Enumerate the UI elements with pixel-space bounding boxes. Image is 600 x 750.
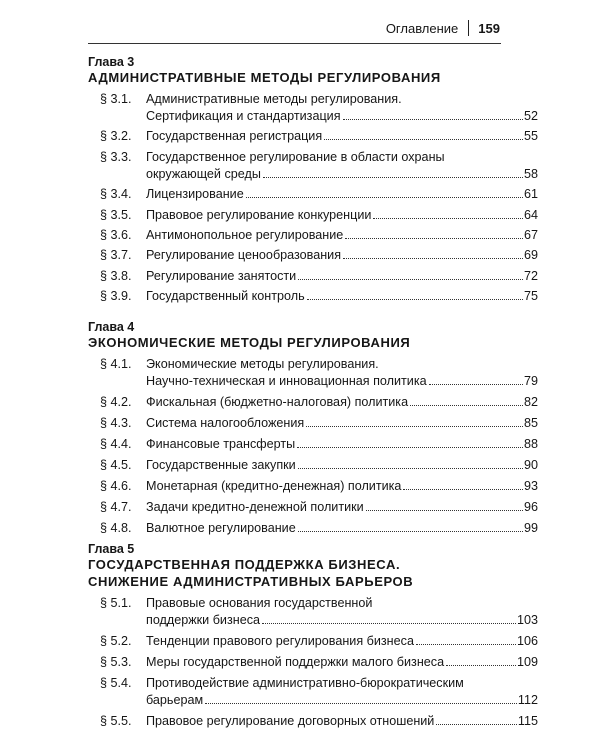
toc-entry <box>88 288 538 305</box>
entry-leader-line <box>146 436 538 453</box>
entry-page-number: 115 <box>517 714 538 728</box>
entry-title-line: Правовое регулирование договорных отношений <box>146 714 435 728</box>
section-number: § 3.3. <box>100 149 132 164</box>
entry-leader-line <box>146 394 538 411</box>
section-number: § 3.9. <box>100 289 132 304</box>
section-number: § 5.3. <box>100 655 132 669</box>
entry-page-number: 82 <box>523 395 538 409</box>
header-rule <box>88 43 501 44</box>
entry-leader-line <box>146 288 538 305</box>
dot-leader <box>343 258 523 259</box>
entry-title-line: Регулирование занятости <box>146 268 297 283</box>
entry-title-line: Фискальная (бюджетно-налоговая) политика <box>146 395 409 409</box>
entry-page-number: 58 <box>523 166 538 181</box>
toc-list <box>88 91 538 305</box>
entry-page-number: 106 <box>516 634 538 648</box>
chapter-title-line: ЭКОНОМИЧЕСКИЕ МЕТОДЫ РЕГУЛИРОВАНИЯ <box>88 335 411 350</box>
entry-title-line: Правовое регулирование конкуренции <box>146 207 372 222</box>
toc-entry <box>88 520 538 537</box>
entry-page-number: 67 <box>523 227 538 242</box>
dot-leader <box>324 139 523 140</box>
dot-leader <box>306 426 523 427</box>
entry-leader-line <box>146 415 538 432</box>
entry-leader-line <box>146 108 538 125</box>
toc-entry <box>88 633 538 650</box>
chapter-label: Глава 5 <box>88 542 135 556</box>
chapter-title <box>88 69 508 86</box>
entry-page-number: 103 <box>516 613 538 627</box>
dot-leader <box>446 665 516 666</box>
section-number: § 3.4. <box>100 187 132 202</box>
entry-page-number: 75 <box>523 289 538 304</box>
chapter-label: Глава 3 <box>88 55 135 69</box>
header-divider <box>468 20 469 36</box>
section-number: § 5.2. <box>100 634 132 648</box>
section-number: § 4.2. <box>100 395 132 409</box>
chapter-title-line: ГОСУДАРСТВЕННАЯ ПОДДЕРЖКА БИЗНЕСА. <box>88 557 401 572</box>
entry-leader-line <box>146 520 538 537</box>
entry-leader-line <box>146 633 538 650</box>
toc-entry <box>88 186 538 203</box>
toc-entry <box>88 499 538 516</box>
toc-list <box>88 595 538 730</box>
dot-leader <box>366 510 523 511</box>
dot-leader <box>403 489 523 490</box>
entry-title-line: Финансовые трансферты <box>146 437 296 451</box>
chapter-title <box>88 556 508 590</box>
chapter-title <box>88 334 508 351</box>
dot-leader <box>298 279 523 280</box>
dot-leader <box>345 238 523 239</box>
section-number: § 4.4. <box>100 437 132 451</box>
section-number: § 3.8. <box>100 268 132 283</box>
toc-list <box>88 356 538 537</box>
entry-leader-line <box>146 654 538 671</box>
entry-title-line: Валютное регулирование <box>146 521 296 535</box>
chapter-4 <box>88 320 538 541</box>
toc-entry <box>88 356 538 390</box>
entry-leader-line <box>146 128 538 145</box>
toc-entry <box>88 91 538 125</box>
dot-leader <box>262 623 516 624</box>
entry-page-number: 96 <box>523 500 538 514</box>
running-header <box>386 20 500 36</box>
dot-leader <box>297 447 523 448</box>
entry-title-line: Противодействие административно-бюрократическим <box>146 676 464 690</box>
section-number: § 4.3. <box>100 416 132 430</box>
toc-entry <box>88 478 538 495</box>
entry-page-number: 69 <box>523 248 538 263</box>
toc-entry <box>88 415 538 432</box>
entry-leader-line <box>146 692 538 709</box>
entry-page-number: 61 <box>523 187 538 202</box>
running-header-section: Оглавление <box>385 20 459 36</box>
section-number: § 5.5. <box>100 714 132 728</box>
dot-leader <box>307 299 523 300</box>
section-number: § 4.8. <box>100 521 132 535</box>
entry-page-number: 85 <box>523 416 538 430</box>
entry-title-line: Сертификация и стандартизация <box>146 109 341 123</box>
entry-leader-line <box>146 166 538 183</box>
toc-entry <box>88 149 538 183</box>
entry-page-number: 93 <box>523 479 538 493</box>
entry-title-line: Тенденции правового регулирования бизнеса <box>146 634 414 648</box>
entry-leader-line <box>146 499 538 516</box>
entry-page-number: 99 <box>523 521 538 535</box>
entry-leader-line <box>146 457 538 474</box>
toc-entry <box>88 268 538 285</box>
entry-title-line: Меры государственной поддержки малого бизнеса <box>146 655 445 669</box>
entry-title-line: барьерам <box>146 693 204 707</box>
entry-title-line: Система налогообложения <box>146 416 305 430</box>
entry-page-number: 64 <box>523 207 538 222</box>
toc-entry <box>88 394 538 411</box>
entry-title-line: окружающей среды <box>146 166 261 181</box>
entry-page-number: 79 <box>523 374 538 388</box>
entry-leader-line <box>146 612 538 629</box>
entry-leader-line <box>146 478 538 495</box>
section-number: § 5.4. <box>100 676 132 690</box>
section-number: § 3.7. <box>100 248 132 263</box>
dot-leader <box>436 724 517 725</box>
section-number: § 3.6. <box>100 227 132 242</box>
section-number: § 3.2. <box>100 129 132 144</box>
entry-title-line: Правовые основания государственной <box>146 596 373 610</box>
section-number: § 4.1. <box>100 357 132 371</box>
dot-leader <box>416 644 516 645</box>
dot-leader <box>429 384 523 385</box>
entry-page-number: 55 <box>523 129 538 144</box>
entry-leader-line <box>146 373 538 390</box>
entry-title-line: Задачи кредитно-денежной политики <box>146 500 364 514</box>
entry-title-line: Монетарная (кредитно-денежная) политика <box>146 479 402 493</box>
entry-leader-line <box>146 186 538 203</box>
toc-entry <box>88 457 538 474</box>
dot-leader <box>205 703 517 704</box>
entry-title-line: Государственное регулирование в области охраны <box>146 149 445 164</box>
chapter-5 <box>88 542 538 734</box>
entry-leader-line <box>146 207 538 224</box>
entry-page-number: 72 <box>523 268 538 283</box>
toc-entry <box>88 713 538 730</box>
section-number: § 3.1. <box>100 92 132 106</box>
entry-title-line: Лицензирование <box>146 187 244 202</box>
entry-page-number: 112 <box>517 693 538 707</box>
toc-entry <box>88 207 538 224</box>
dot-leader <box>343 119 523 120</box>
dot-leader <box>246 197 523 198</box>
entry-leader-line <box>146 268 538 285</box>
dot-leader <box>263 177 523 178</box>
dot-leader <box>373 218 523 219</box>
section-number: § 5.1. <box>100 596 132 610</box>
toc-entry <box>88 436 538 453</box>
dot-leader <box>298 468 523 469</box>
chapter-3 <box>88 55 538 309</box>
dot-leader <box>298 531 523 532</box>
section-number: § 4.6. <box>100 479 132 493</box>
page-number: 159 <box>478 20 500 36</box>
entry-page-number: 90 <box>523 458 538 472</box>
toc-entry <box>88 247 538 264</box>
toc-entry <box>88 675 538 709</box>
entry-title-line: Государственная регистрация <box>146 129 323 144</box>
section-number: § 3.5. <box>100 207 132 222</box>
chapter-label: Глава 4 <box>88 320 135 334</box>
entry-title-line: Научно-техническая и инновационная политика <box>146 374 427 388</box>
entry-title-line: Экономические методы регулирования. <box>146 357 379 371</box>
section-number: § 4.5. <box>100 458 132 472</box>
section-number: § 4.7. <box>100 500 132 514</box>
chapter-title-line: АДМИНИСТРАТИВНЫЕ МЕТОДЫ РЕГУЛИРОВАНИЯ <box>88 70 441 85</box>
entry-leader-line <box>146 713 538 730</box>
entry-title-line: Государственный контроль <box>146 289 305 304</box>
chapter-title-line: СНИЖЕНИЕ АДМИНИСТРАТИВНЫХ БАРЬЕРОВ <box>88 574 414 589</box>
entry-title-line: Государственные закупки <box>146 458 296 472</box>
entry-title-line: поддержки бизнеса <box>146 613 261 627</box>
entry-leader-line <box>146 247 538 264</box>
entry-page-number: 52 <box>523 109 538 123</box>
entry-title-line: Административные методы регулирования. <box>146 92 402 106</box>
toc-entry <box>88 227 538 244</box>
toc-entry <box>88 654 538 671</box>
toc-entry <box>88 595 538 629</box>
entry-title-line: Антимонопольное регулирование <box>146 227 344 242</box>
entry-leader-line <box>146 227 538 244</box>
entry-page-number: 88 <box>523 437 538 451</box>
toc-entry <box>88 128 538 145</box>
entry-title-line: Регулирование ценообразования <box>146 248 342 263</box>
dot-leader <box>410 405 523 406</box>
entry-page-number: 109 <box>516 655 538 669</box>
